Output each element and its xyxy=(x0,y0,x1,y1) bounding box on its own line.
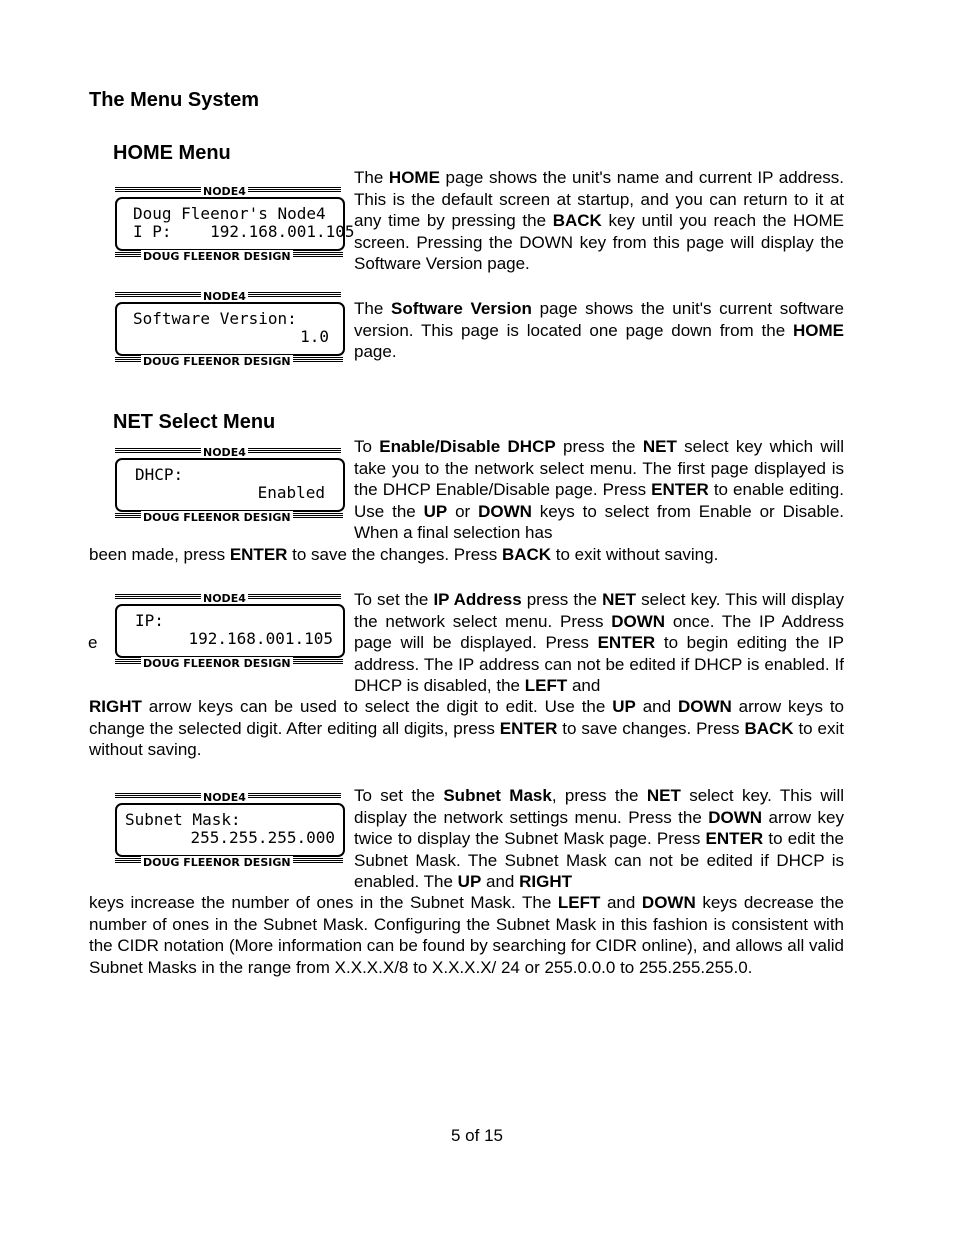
lcd-line2: 255.255.255.000 xyxy=(190,828,335,847)
lcd-screen xyxy=(115,458,345,512)
bold-term: UP xyxy=(423,501,448,521)
bold-term: ENTER xyxy=(229,545,288,564)
home-menu-heading: HOME Menu xyxy=(113,142,231,164)
lcd-bottom-bar xyxy=(113,658,345,669)
subnet-mask-paragraph: To set the Subnet Mask, press the NET select key. This will display the network settings menu. Press the DOWN arrow key twice to display the Subnet Mask page. Press ENTER to edit the Subnet Mask. The Subnet Mask can not be edited if DHCP is enabled. The UP and RIGHT xyxy=(354,786,845,892)
lcd-bottom-bar xyxy=(113,356,345,367)
lcd-top-label: NODE4 xyxy=(203,185,246,198)
software-version-paragraph: The Software Version page shows the unit's current software version. This page is located one page down from the HOME page. xyxy=(354,299,844,362)
bold-term: Software Version xyxy=(390,299,532,318)
lcd-screen xyxy=(115,197,355,251)
bold-term: Enable/Disable DHCP xyxy=(379,437,556,456)
lcd-bottom-bar xyxy=(113,857,345,868)
lcd-bottom-label: DOUG FLEENOR DESIGN xyxy=(143,511,291,524)
bold-term: ENTER xyxy=(499,718,558,738)
lcd-bottom-label: DOUG FLEENOR DESIGN xyxy=(143,355,291,368)
lcd-top-bar xyxy=(113,447,345,458)
dhcp-paragraph-continued: been made, press ENTER to save the changes. Press BACK to exit without saving. xyxy=(89,545,719,564)
bold-term: LEFT xyxy=(557,893,601,912)
bold-term: UP xyxy=(457,872,482,892)
lcd-software-version xyxy=(113,291,345,367)
bold-term: BACK xyxy=(744,718,794,738)
lcd-top-label: NODE4 xyxy=(203,446,246,459)
bold-term: HOME xyxy=(388,168,440,187)
bold-term: UP xyxy=(612,697,636,716)
lcd-line2: 192.168.001.105 xyxy=(188,629,333,648)
bold-term: DOWN xyxy=(478,501,532,521)
subnet-mask-paragraph-continued: keys increase the number of ones in the Subnet Mask. The LEFT and DOWN keys decrease the number of ones in the Subnet Mask. Configuring the Subnet Mask in this fashion is consistent with the CIDR notation (More information can be found by searching for CIDR online), and allows all valid Subnet Masks in the range from X.X.X.X/8 to X.X.X.X/ 24 or 255.0.0.0 to 255.255.255.0. xyxy=(89,893,844,977)
lcd-bottom-bar xyxy=(113,251,345,262)
lcd-line1: Doug Fleenor's Node4 xyxy=(133,204,326,223)
dhcp-paragraph: To Enable/Disable DHCP press the NET select key which will take you to the network select menu. The first page displayed is the DHCP Enable/Disable page. Press ENTER to enable editing. Use the UP or DOWN keys to select from Enable or Disable. When a final selection has xyxy=(354,437,845,543)
bold-term: RIGHT xyxy=(89,697,142,716)
ip-address-paragraph: To set the IP Address press the NET select key. This will display the network select menu. Press DOWN once. The IP Address page will be displayed. Press ENTER to begin editing the IP address. The IP address can not be edited if DHCP is enabled. If DHCP is disabled, the LEFT and xyxy=(354,590,845,696)
bold-term: ENTER xyxy=(651,480,709,500)
lcd-subnet-mask xyxy=(113,792,345,868)
lcd-bottom-label: DOUG FLEENOR DESIGN xyxy=(143,657,291,670)
lcd-line1: DHCP: xyxy=(135,465,184,484)
bold-term: DOWN xyxy=(677,697,732,716)
lcd-screen xyxy=(115,302,345,356)
lcd-screen xyxy=(115,803,345,857)
section-title: The Menu System xyxy=(89,89,260,111)
lcd-line1: Subnet Mask: xyxy=(125,810,241,829)
bold-term: ENTER xyxy=(705,829,764,849)
bold-term: BACK xyxy=(552,211,602,231)
bold-term: Subnet Mask xyxy=(443,786,552,805)
bold-term: HOME xyxy=(793,320,844,340)
lcd-top-label: NODE4 xyxy=(203,290,246,303)
bold-term: BACK xyxy=(501,545,552,564)
lcd-line1: Software Version: xyxy=(133,309,297,328)
lcd-top-bar xyxy=(113,593,345,604)
home-paragraph: The HOME page shows the unit's name and current IP address. This is the default screen at startup, and you can return to it at any time by pressing the BACK key until you reach the HOME screen. Pressing the DOWN key from this page will display the Software Version page. xyxy=(354,168,845,274)
bold-term: DOWN xyxy=(641,893,696,912)
lcd-top-label: NODE4 xyxy=(203,592,246,605)
lcd-bottom-label: DOUG FLEENOR DESIGN xyxy=(143,250,291,263)
lcd-bottom-label: DOUG FLEENOR DESIGN xyxy=(143,856,291,869)
lcd-top-bar xyxy=(113,792,345,803)
lcd-line1: IP: xyxy=(135,611,164,630)
lcd-bottom-bar xyxy=(113,512,345,523)
lcd-top-label: NODE4 xyxy=(203,791,246,804)
bold-term: DOWN xyxy=(611,611,666,631)
net-select-heading: NET Select Menu xyxy=(113,411,276,433)
bold-term: NET xyxy=(602,590,637,609)
bold-term: NET xyxy=(642,437,677,456)
bold-term: DOWN xyxy=(708,807,763,827)
lcd-ip-address xyxy=(113,593,345,669)
lcd-home xyxy=(113,185,355,263)
lcd-top-bar xyxy=(113,186,345,197)
lcd-line2: 1.0 xyxy=(300,327,329,346)
page-number: 5 of 15 xyxy=(451,1126,503,1145)
lcd-dhcp xyxy=(113,447,345,523)
ip-address-paragraph-continued: RIGHT arrow keys can be used to select the digit to edit. Use the UP and DOWN arrow keys to change the selected digit. After editing all digits, press ENTER to save changes. Press BACK to exit without saving. xyxy=(89,697,844,760)
bold-term: LEFT xyxy=(524,676,568,696)
bold-term: NET xyxy=(646,786,681,805)
lcd-screen xyxy=(115,604,345,658)
bold-term: RIGHT xyxy=(519,872,572,892)
bold-term: IP Address xyxy=(433,590,522,609)
stray-character: e xyxy=(88,633,98,652)
bold-term: ENTER xyxy=(597,633,656,653)
lcd-line2: Enabled xyxy=(257,483,325,502)
lcd-line2: I P: 192.168.001.105 xyxy=(133,222,355,241)
lcd-top-bar xyxy=(113,291,345,302)
